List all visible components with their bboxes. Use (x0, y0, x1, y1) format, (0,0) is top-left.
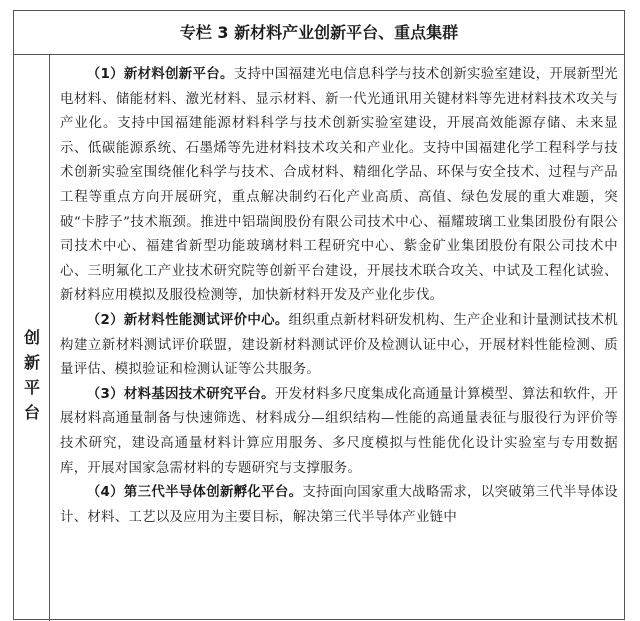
content-cell (50, 55, 626, 621)
paragraph-heading: （4）第三代半导体创新孵化平台。 (86, 485, 303, 501)
column-box (13, 10, 625, 620)
paragraph-body: 支持中国福建光电信息科学与技术创新实验室建设，开展新型光电材料、储能材料、激光材料、显示材料、新一代光通讯用关键材料等先进材料技术攻关与产业化。支持中国福建能源材料科学与技术创新实验室建设，开展高效能源存储、未来显示、低碳能源系统、石墨烯等先进材料技术攻关和产业化。支持中国福建化学工程科学与技术创新实验室围绕催化科学与技术、合成材料、精细化学品、环保与安全技术、过程与产品工程等重点方向开展研究，重点解决制约石化产业高质、高值、绿色发展的重大难题，突破“卡脖子”技术瓶颈。推进中铝瑞闽股份有限公司技术中心、福耀玻璃工业集团股份有限公司技术中心、福建省新型功能玻璃材料工程研究中心、紫金矿业集团股份有限公司技术中心、三明氟化工产业技术研究院等创新平台建设，开展技术联合攻关、中试及工程化试验、新材料应用模拟及服役检测等，加快新材料开发及产业化步伐。 (60, 67, 618, 304)
side-char: 平 (23, 378, 40, 397)
paragraph-body: 支持面向国家重大战略需求，以突破第三代半导体设计、材料、工艺以及应用为主要目标，解决第三代半导体产业链中 (60, 485, 618, 525)
paragraph-body: 组织重点新材料研发机构、生产企业和计量测试技术机构建立新材料测试评价联盟，建设新材料测试评价及检测认证中心，开展材料性能检测、质量评估、模拟验证和检测认证等公共服务。 (60, 312, 618, 378)
side-label-cell (14, 55, 50, 621)
paragraph-4 (60, 481, 618, 530)
paragraph-1 (60, 63, 618, 309)
paragraph-3 (60, 383, 618, 481)
side-label (14, 325, 50, 425)
side-char: 台 (23, 403, 40, 422)
side-char: 新 (23, 353, 40, 372)
column-title: 专栏 3 新材料产业创新平台、重点集群 (14, 11, 624, 55)
paragraph-heading: （2）新材料性能测试评价中心。 (86, 312, 289, 328)
paragraph-2 (60, 309, 618, 383)
paragraph-heading: （3）材料基因技术研究平台。 (86, 386, 275, 402)
paragraph-heading: （1）新材料创新平台。 (86, 67, 234, 82)
paragraph-body: 开发材料多尺度集成化高通量计算模型、算法和软件，开展材料高通量制备与快速筛选、材料成分—组织结构—性能的高通量表征与服役行为评价等技术研究，建设高通量材料计算应用服务、多尺度模拟与性能优化设计实验室与专用数据库，开展对国家急需材料的专题研究与支撑服务。 (60, 386, 618, 476)
side-char: 创 (23, 328, 40, 347)
